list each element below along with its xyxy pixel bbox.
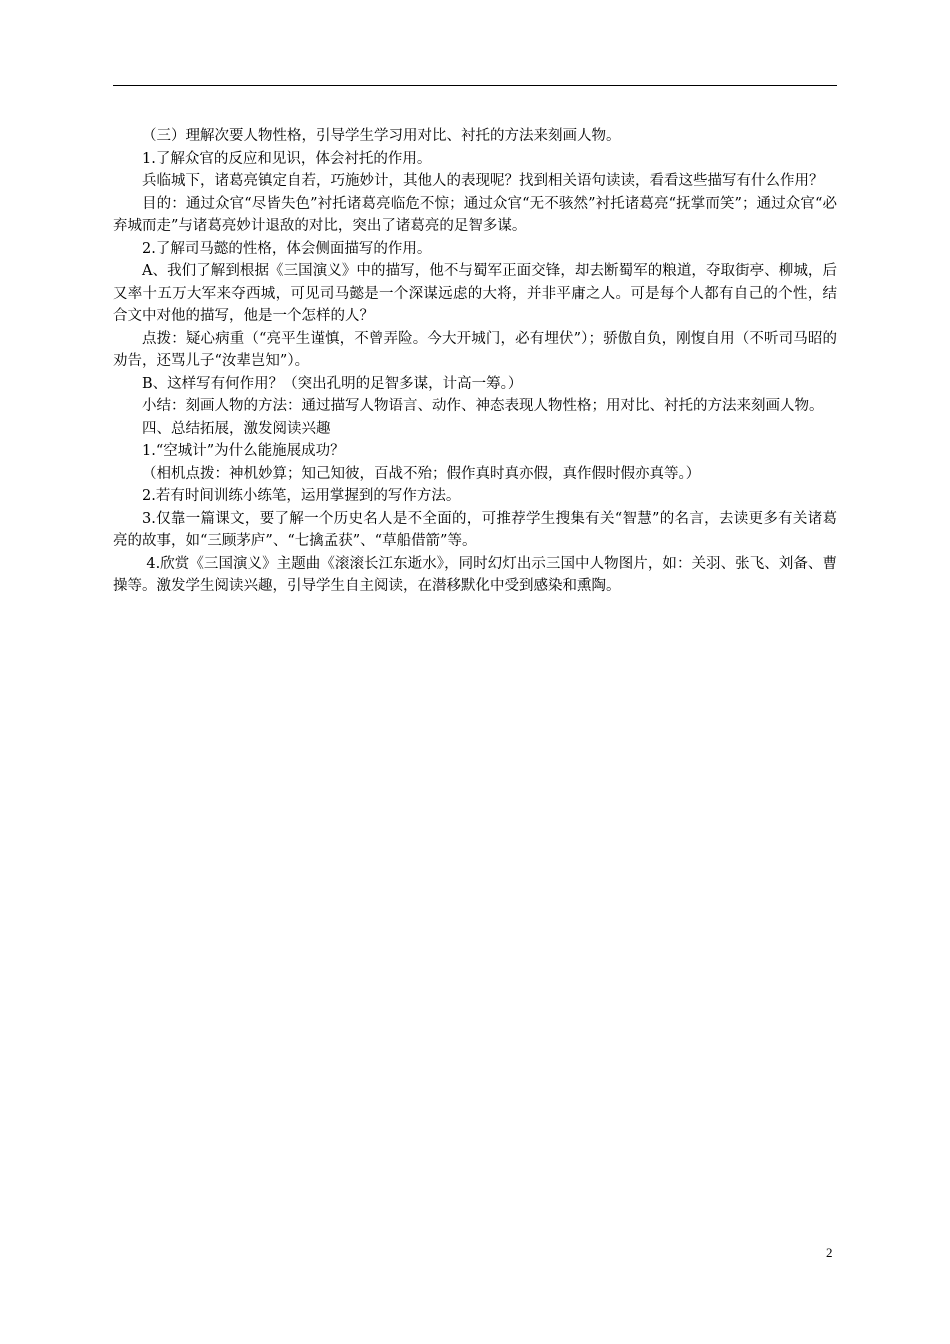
paragraph-ext-3: 3.仅靠一篇课文，要了解一个历史名人是不全面的，可推荐学生搜集有关“智慧”的名言，去读更多有关诸葛亮的故事，如“三顾茅庐”、“七擒孟获”、“草船借箭”等。: [113, 510, 837, 549]
paragraph-section-4: 四、总结拓展，激发阅读兴趣: [142, 420, 331, 437]
paragraph-ext-4: 4.欣赏《三国演义》主题曲《滚滚长江东逝水》，同时幻灯出示三国中人物图片，如：关羽、张飞、刘备、曹操等。激发学生阅读兴趣，引导学生自主阅读，在潜移默化中受到感染和熏陶。: [113, 555, 837, 594]
paragraph-ext-1: 1.“空城计”为什么能施展成功？: [142, 443, 345, 459]
paragraph-hint: 点拨：疑心病重（“亮平生谨慎，不曾弄险。今大开城门，必有埋伏”）；骄傲自负，刚愎自用（不听司马昭的劝告，还骂儿子“汝辈岂知”）。: [113, 330, 837, 369]
paragraph-section-3: （三）理解次要人物性格，引导学生学习用对比、衬托的方法来刻画人物。: [142, 128, 621, 144]
paragraph-ext-2: 2.若有时间训练小练笔，运用掌握到的写作方法。: [142, 488, 461, 504]
document-body: [113, 125, 837, 598]
paragraph-item-2: 2.了解司马懿的性格，体会侧面描写的作用。: [142, 240, 432, 257]
paragraph-a: A、我们了解到根据《三国演义》中的描写，他不与蜀军正面交锋，却去断蜀军的粮道，夺取街亭、柳城，后又率十五万大军来夺西城，可见司马懿是一个深谋远虑的大将，并非平庸之人。可是每个人都有自己的个性，结合文中对他的描写，他是一个怎样的人？: [113, 263, 837, 324]
paragraph-question: 兵临城下，诸葛亮镇定自若，巧施妙计，其他人的表现呢？找到相关语句读读，看看这些描写有什么作用？: [142, 173, 824, 189]
page-number: 2: [826, 1245, 833, 1260]
paragraph-b: B、这样写有何作用？（突出孔明的足智多谋，计高一筹。）: [142, 375, 523, 392]
header-rule: [113, 85, 837, 86]
paragraph-summary: 小结：刻画人物的方法：通过描写人物语言、动作、神态表现人物性格；用对比、衬托的方法来刻画人物。: [142, 398, 824, 414]
paragraph-purpose: 目的：通过众官“尽皆失色”衬托诸葛亮临危不惊；通过众官“无不骇然”衬托诸葛亮“抚掌而笑”；通过众官“必弃城而走”与诸葛亮妙计退敌的对比，突出了诸葛亮的足智多谋。: [113, 195, 837, 234]
paragraph-ext-hint: （相机点拨：神机妙算；知己知彼，百战不殆；假作真时真亦假，真作假时假亦真等。）: [142, 465, 701, 482]
paragraph-item-1: 1.了解众官的反应和见识，体会衬托的作用。: [142, 150, 432, 167]
